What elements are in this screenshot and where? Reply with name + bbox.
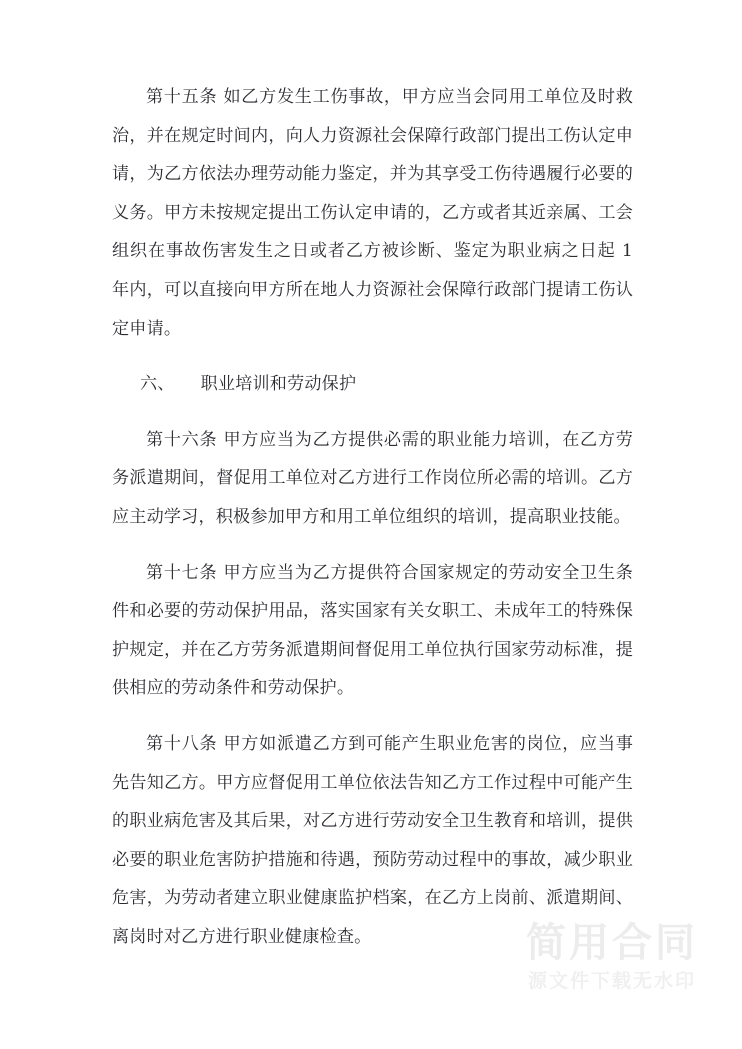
- paragraph-article-17: 第十七条 甲方应当为乙方提供符合国家规定的劳动安全卫生条件和必要的劳动保护用品，落实国家有关女职工、未成年工的特殊保护规定，并在乙方劳务派遣期间督促用工单位执行国家劳动标准，提供相应的劳动条件和劳动保护。: [112, 562, 633, 699]
- paragraph-article-18: 第十八条 甲方如派遣乙方到可能产生职业危害的岗位，应当事先告知乙方。甲方应督促用工单位依法告知乙方工作过程中可能产生的职业病危害及其后果，对乙方进行劳动安全卫生教育和培训，提供必要的职业危害防护措施和待遇，预防劳动过程中的事故，减少职业危害，为劳动者建立职业健康监护档案，在乙方上岗前、派遣期间、离岗时对乙方进行职业健康检查。: [112, 733, 633, 947]
- watermark-subtitle-text: 源文件下载无水印: [527, 970, 696, 992]
- watermark-brand-text: 简用合同: [526, 920, 698, 966]
- section-heading-6: 六、 职业培训和劳动保护: [140, 374, 357, 395]
- document-body: [112, 78, 633, 956]
- paragraph-article-16: 第十六条 甲方应当为乙方提供必需的职业能力培训，在乙方劳务派遣期间，督促用工单位对乙方进行工作岗位所必需的培训。乙方应主动学习，积极参加甲方和用工单位组织的培训，提高职业技能。: [112, 429, 633, 527]
- paragraph-article-15: 第十五条 如乙方发生工伤事故，甲方应当会同用工单位及时救治，并在规定时间内，向人力资源社会保障行政部门提出工伤认定申请，为乙方依法办理劳动能力鉴定，并为其享受工伤待遇履行必要的义务。甲方未按规定提出工伤认定申请的，乙方或者其近亲属、工会组织在事故伤害发生之日或者乙方被诊断、鉴定为职业病之日起 1 年内，可以直接向甲方所在地人力资源社会保障行政部门提请工伤认定申请。: [112, 87, 633, 339]
